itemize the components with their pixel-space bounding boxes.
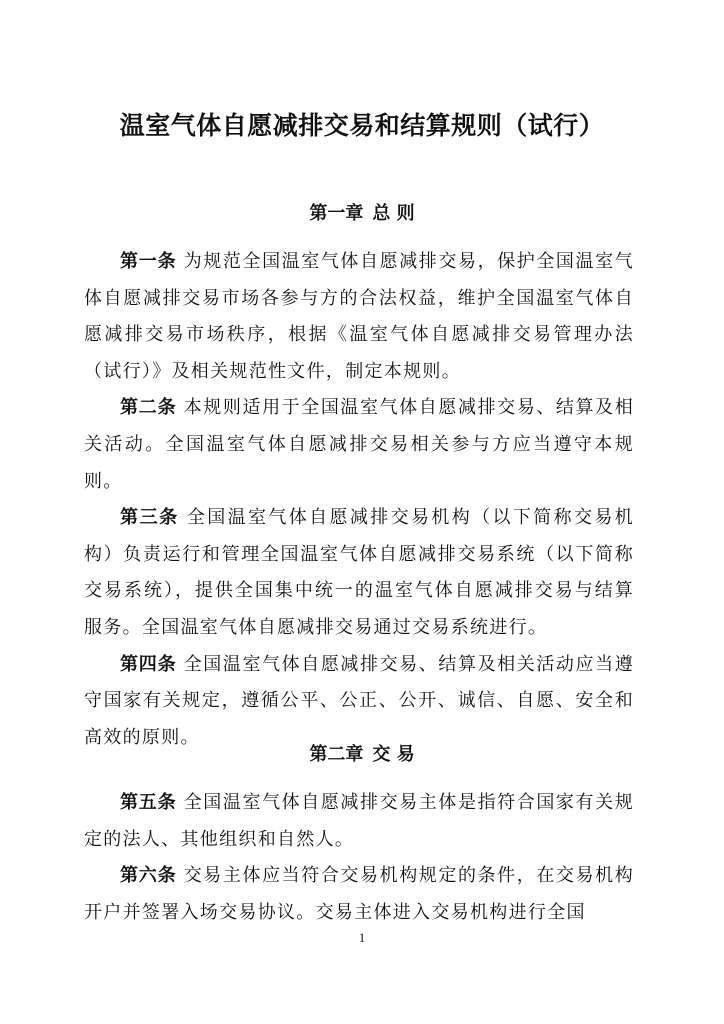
- article-label: 第六条: [120, 865, 177, 887]
- article-label: 第一条: [120, 251, 177, 272]
- article-paragraph: [84, 500, 634, 646]
- article-label: 第五条: [120, 792, 177, 813]
- chapter-heading-2: [0, 741, 724, 769]
- article-paragraph: [84, 858, 634, 931]
- article-text: 全国温室气体自愿减排交易主体是指符合国家有关规定的法人、其他组织和自然人。: [84, 792, 634, 850]
- article-paragraph: [84, 390, 634, 500]
- chapter-2-body: [84, 785, 634, 931]
- chapter-number: 第一章: [309, 203, 364, 224]
- chapter-number: 第二章: [309, 744, 364, 765]
- article-text: 本规则适用于全国温室气体自愿减排交易、结算及相关活动。全国温室气体自愿减排交易相关参与方应当遵守本规则。: [84, 397, 634, 492]
- chapter-1-body: [84, 244, 634, 756]
- article-label: 第二条: [120, 397, 177, 419]
- article-paragraph: [84, 785, 634, 858]
- article-paragraph: [84, 647, 634, 757]
- article-label: 第四条: [120, 653, 177, 675]
- article-text: 为规范全国温室气体自愿减排交易，保护全国温室气体自愿减排交易市场各参与方的合法权益，维护全国温室气体自愿减排交易市场秩序，根据《温室气体自愿减排交易管理办法（试行）》及相关规范性文件，制定本规则。: [84, 251, 634, 382]
- chapter-name: 交 易: [372, 744, 415, 765]
- article-paragraph: [84, 244, 634, 390]
- chapter-heading-1: [0, 200, 724, 228]
- article-label: 第三条: [120, 507, 179, 529]
- page-number: 1: [358, 930, 366, 945]
- article-text: 全国温室气体自愿减排交易、结算及相关活动应当遵守国家有关规定，遵循公平、公正、公开、诚信、自愿、安全和高效的原则。: [84, 653, 634, 748]
- article-text: 全国温室气体自愿减排交易机构（以下简称交易机构）负责运行和管理全国温室气体自愿减排交易系统（以下简称交易系统），提供全国集中统一的温室气体自愿减排交易与结算服务。全国温室气体自愿减排交易通过交易系统进行。: [84, 507, 635, 638]
- chapter-name: 总 则: [372, 203, 415, 224]
- document-title: 温室气体自愿减排交易和结算规则（试行）: [119, 111, 605, 140]
- article-text: 交易主体应当符合交易机构规定的条件，在交易机构开户并签署入场交易协议。交易主体进入交易机构进行全国: [84, 865, 634, 923]
